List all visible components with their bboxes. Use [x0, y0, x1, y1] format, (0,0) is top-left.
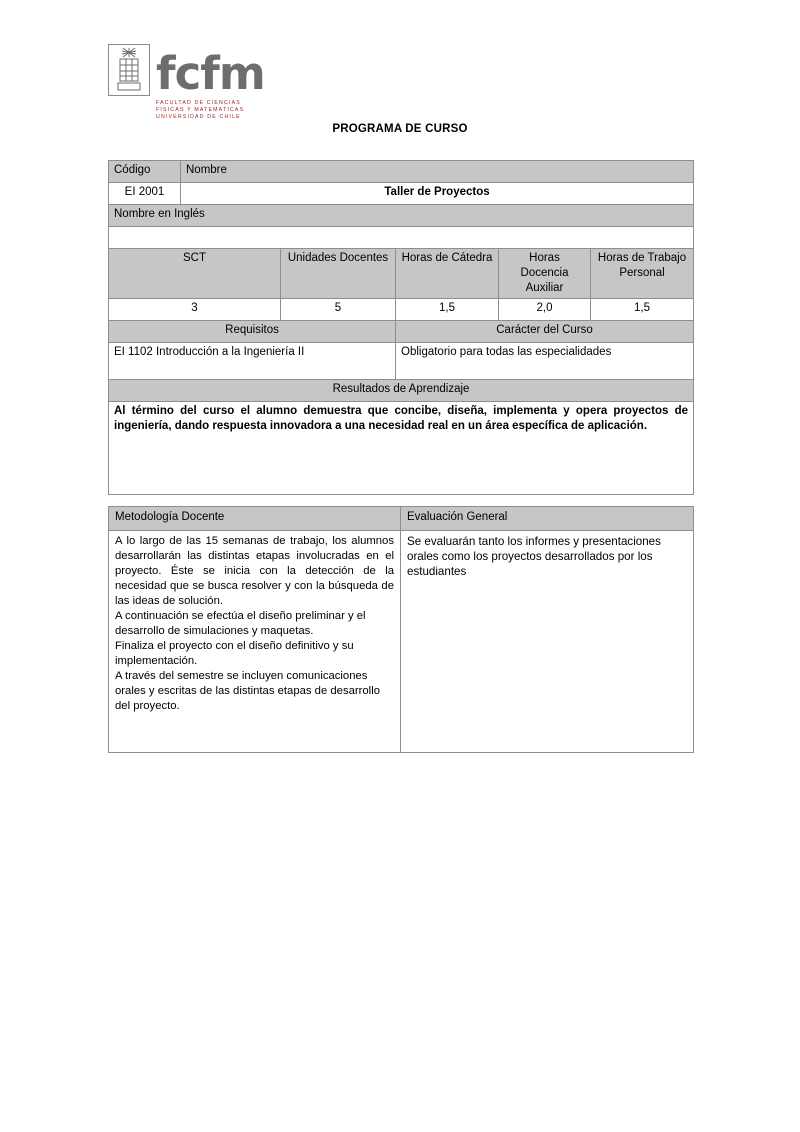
table-row [109, 343, 694, 380]
logo-subtitle-line-3: UNIVERSIDAD DE CHILE [156, 114, 241, 120]
code-value: EI 2001 [109, 183, 181, 205]
university-crest-icon [108, 44, 150, 96]
personal-work-hours-value: 1,5 [591, 299, 694, 321]
methodology-paragraph-2: A continuación se efectúa el diseño preliminar y el desarrollo de simulaciones y maquetas. [115, 610, 366, 637]
table-row [109, 507, 694, 531]
lecture-hours-header: Horas de Cátedra [396, 249, 499, 299]
methodology-evaluation-table [108, 506, 694, 753]
sct-header: SCT [109, 249, 281, 299]
learning-outcomes-value: Al término del curso el alumno demuestra que concibe, diseña, implementa y opera proyectos de ingeniería, dando respuesta innovadora a una necesidad real en un área específica de aplicación. [109, 402, 694, 495]
table-row [109, 205, 694, 227]
methodology-body [109, 531, 401, 753]
code-header: Código [109, 161, 181, 183]
table-row [109, 402, 694, 495]
table-row [109, 183, 694, 205]
character-header: Carácter del Curso [396, 321, 694, 343]
sct-value: 3 [109, 299, 281, 321]
auxiliary-hours-header: Horas Docencia Auxiliar [499, 249, 591, 299]
requirements-value: EI 1102 Introducción a la Ingeniería II [109, 343, 396, 380]
english-name-value [109, 227, 694, 249]
auxiliary-hours-value: 2,0 [499, 299, 591, 321]
logo-subtitle-line-2: FISICAS Y MATEMATICAS [156, 107, 245, 113]
methodology-paragraph-3: Finaliza el proyecto con el diseño definitivo y su implementación. [115, 640, 354, 667]
methodology-header: Metodología Docente [109, 507, 401, 531]
table-row [109, 249, 694, 299]
table-row [109, 380, 694, 402]
name-header: Nombre [181, 161, 694, 183]
logo-subtitle [156, 100, 258, 121]
evaluation-body: Se evaluarán tanto los informes y presentaciones orales como los proyectos desarrollados por los estudiantes [401, 531, 694, 753]
logo-subtitle-line-1: FACULTAD DE CIENCIAS [156, 100, 241, 106]
methodology-paragraph-4: A través del semestre se incluyen comunicaciones orales y escritas de las distintas etapas de desarrollo del proyecto. [115, 670, 380, 712]
requirements-header: Requisitos [109, 321, 396, 343]
fcfm-logo [108, 40, 265, 121]
teaching-units-header: Unidades Docentes [281, 249, 396, 299]
english-name-header: Nombre en Inglés [109, 205, 694, 227]
table-row [109, 299, 694, 321]
lecture-hours-value: 1,5 [396, 299, 499, 321]
table-row [109, 531, 694, 753]
table-row [109, 161, 694, 183]
teaching-units-value: 5 [281, 299, 396, 321]
evaluation-header: Evaluación General [401, 507, 694, 531]
table-row [109, 227, 694, 249]
course-name-value: Taller de Proyectos [181, 183, 694, 205]
personal-work-hours-header: Horas de Trabajo Personal [591, 249, 694, 299]
course-info-table [108, 160, 694, 495]
page-title: PROGRAMA DE CURSO [332, 123, 468, 135]
logo-wordmark: fcfm [156, 47, 265, 100]
table-row [109, 321, 694, 343]
logo-row [108, 40, 265, 100]
methodology-paragraph-1: A lo largo de las 15 semanas de trabajo, los alumnos desarrollarán las distintas etapas involucradas en el proyecto. Éste se inicia con la detección de la necesidad que se busca resolver y con la búsqueda de las ideas de solución. [115, 535, 394, 607]
character-value: Obligatorio para todas las especialidades [396, 343, 694, 380]
learning-outcomes-header: Resultados de Aprendizaje [109, 380, 694, 402]
